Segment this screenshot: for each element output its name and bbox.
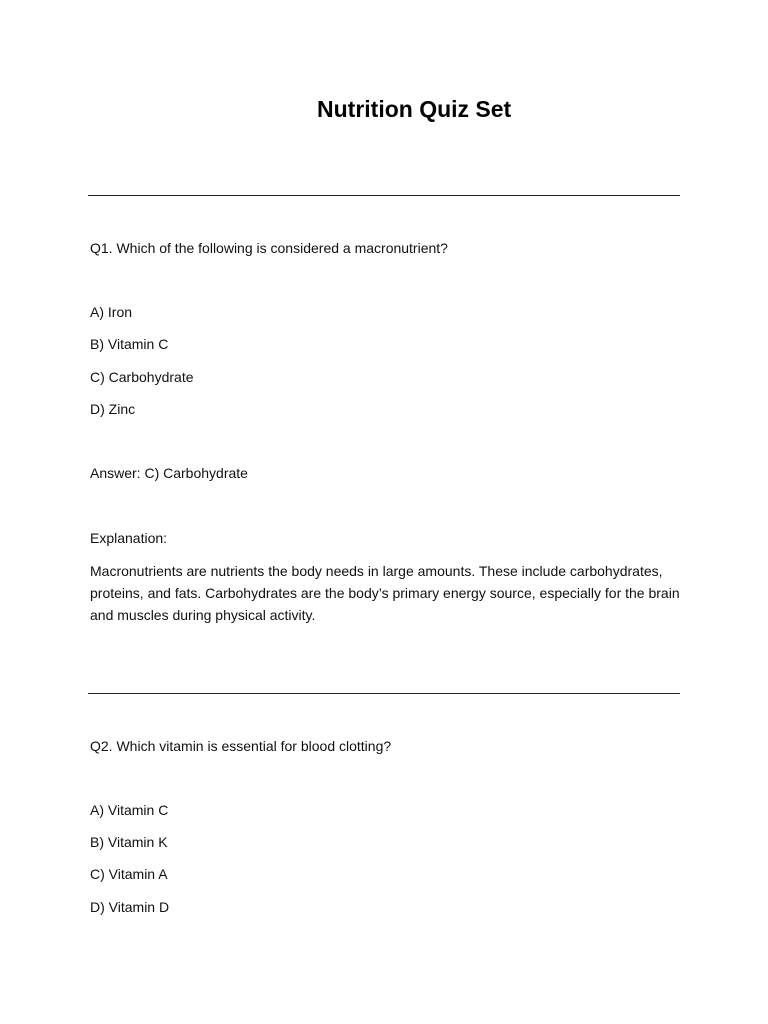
question-1-option-c: C) Carbohydrate — [90, 369, 194, 385]
section-divider-2 — [88, 693, 680, 694]
page-title: Nutrition Quiz Set — [317, 96, 512, 122]
question-2-option-c: C) Vitamin A — [90, 866, 168, 882]
question-1-explanation-label: Explanation: — [90, 530, 168, 546]
question-2-option-a: A) Vitamin C — [90, 802, 169, 818]
question-2: Q2. Which vitamin is essential for blood clotting? — [90, 738, 392, 754]
question-2-option-d: D) Vitamin D — [90, 899, 170, 915]
section-divider-1 — [88, 195, 680, 196]
question-1: Q1. Which of the following is considered a macronutrient? — [90, 240, 448, 256]
question-1-option-b: B) Vitamin C — [90, 336, 169, 352]
question-1-answer: Answer: C) Carbohydrate — [90, 465, 248, 481]
question-1-explanation: Macronutrients are nutrients the body needs in large amounts. These include carbohydrates, proteins, and fats. Carbohydrates are the body’s primary energy source, especially for the brain and muscles during physical activity. — [90, 563, 680, 623]
question-1-option-d: D) Zinc — [90, 401, 136, 417]
question-1-option-a: A) Iron — [90, 304, 133, 320]
question-2-option-b: B) Vitamin K — [90, 834, 168, 850]
